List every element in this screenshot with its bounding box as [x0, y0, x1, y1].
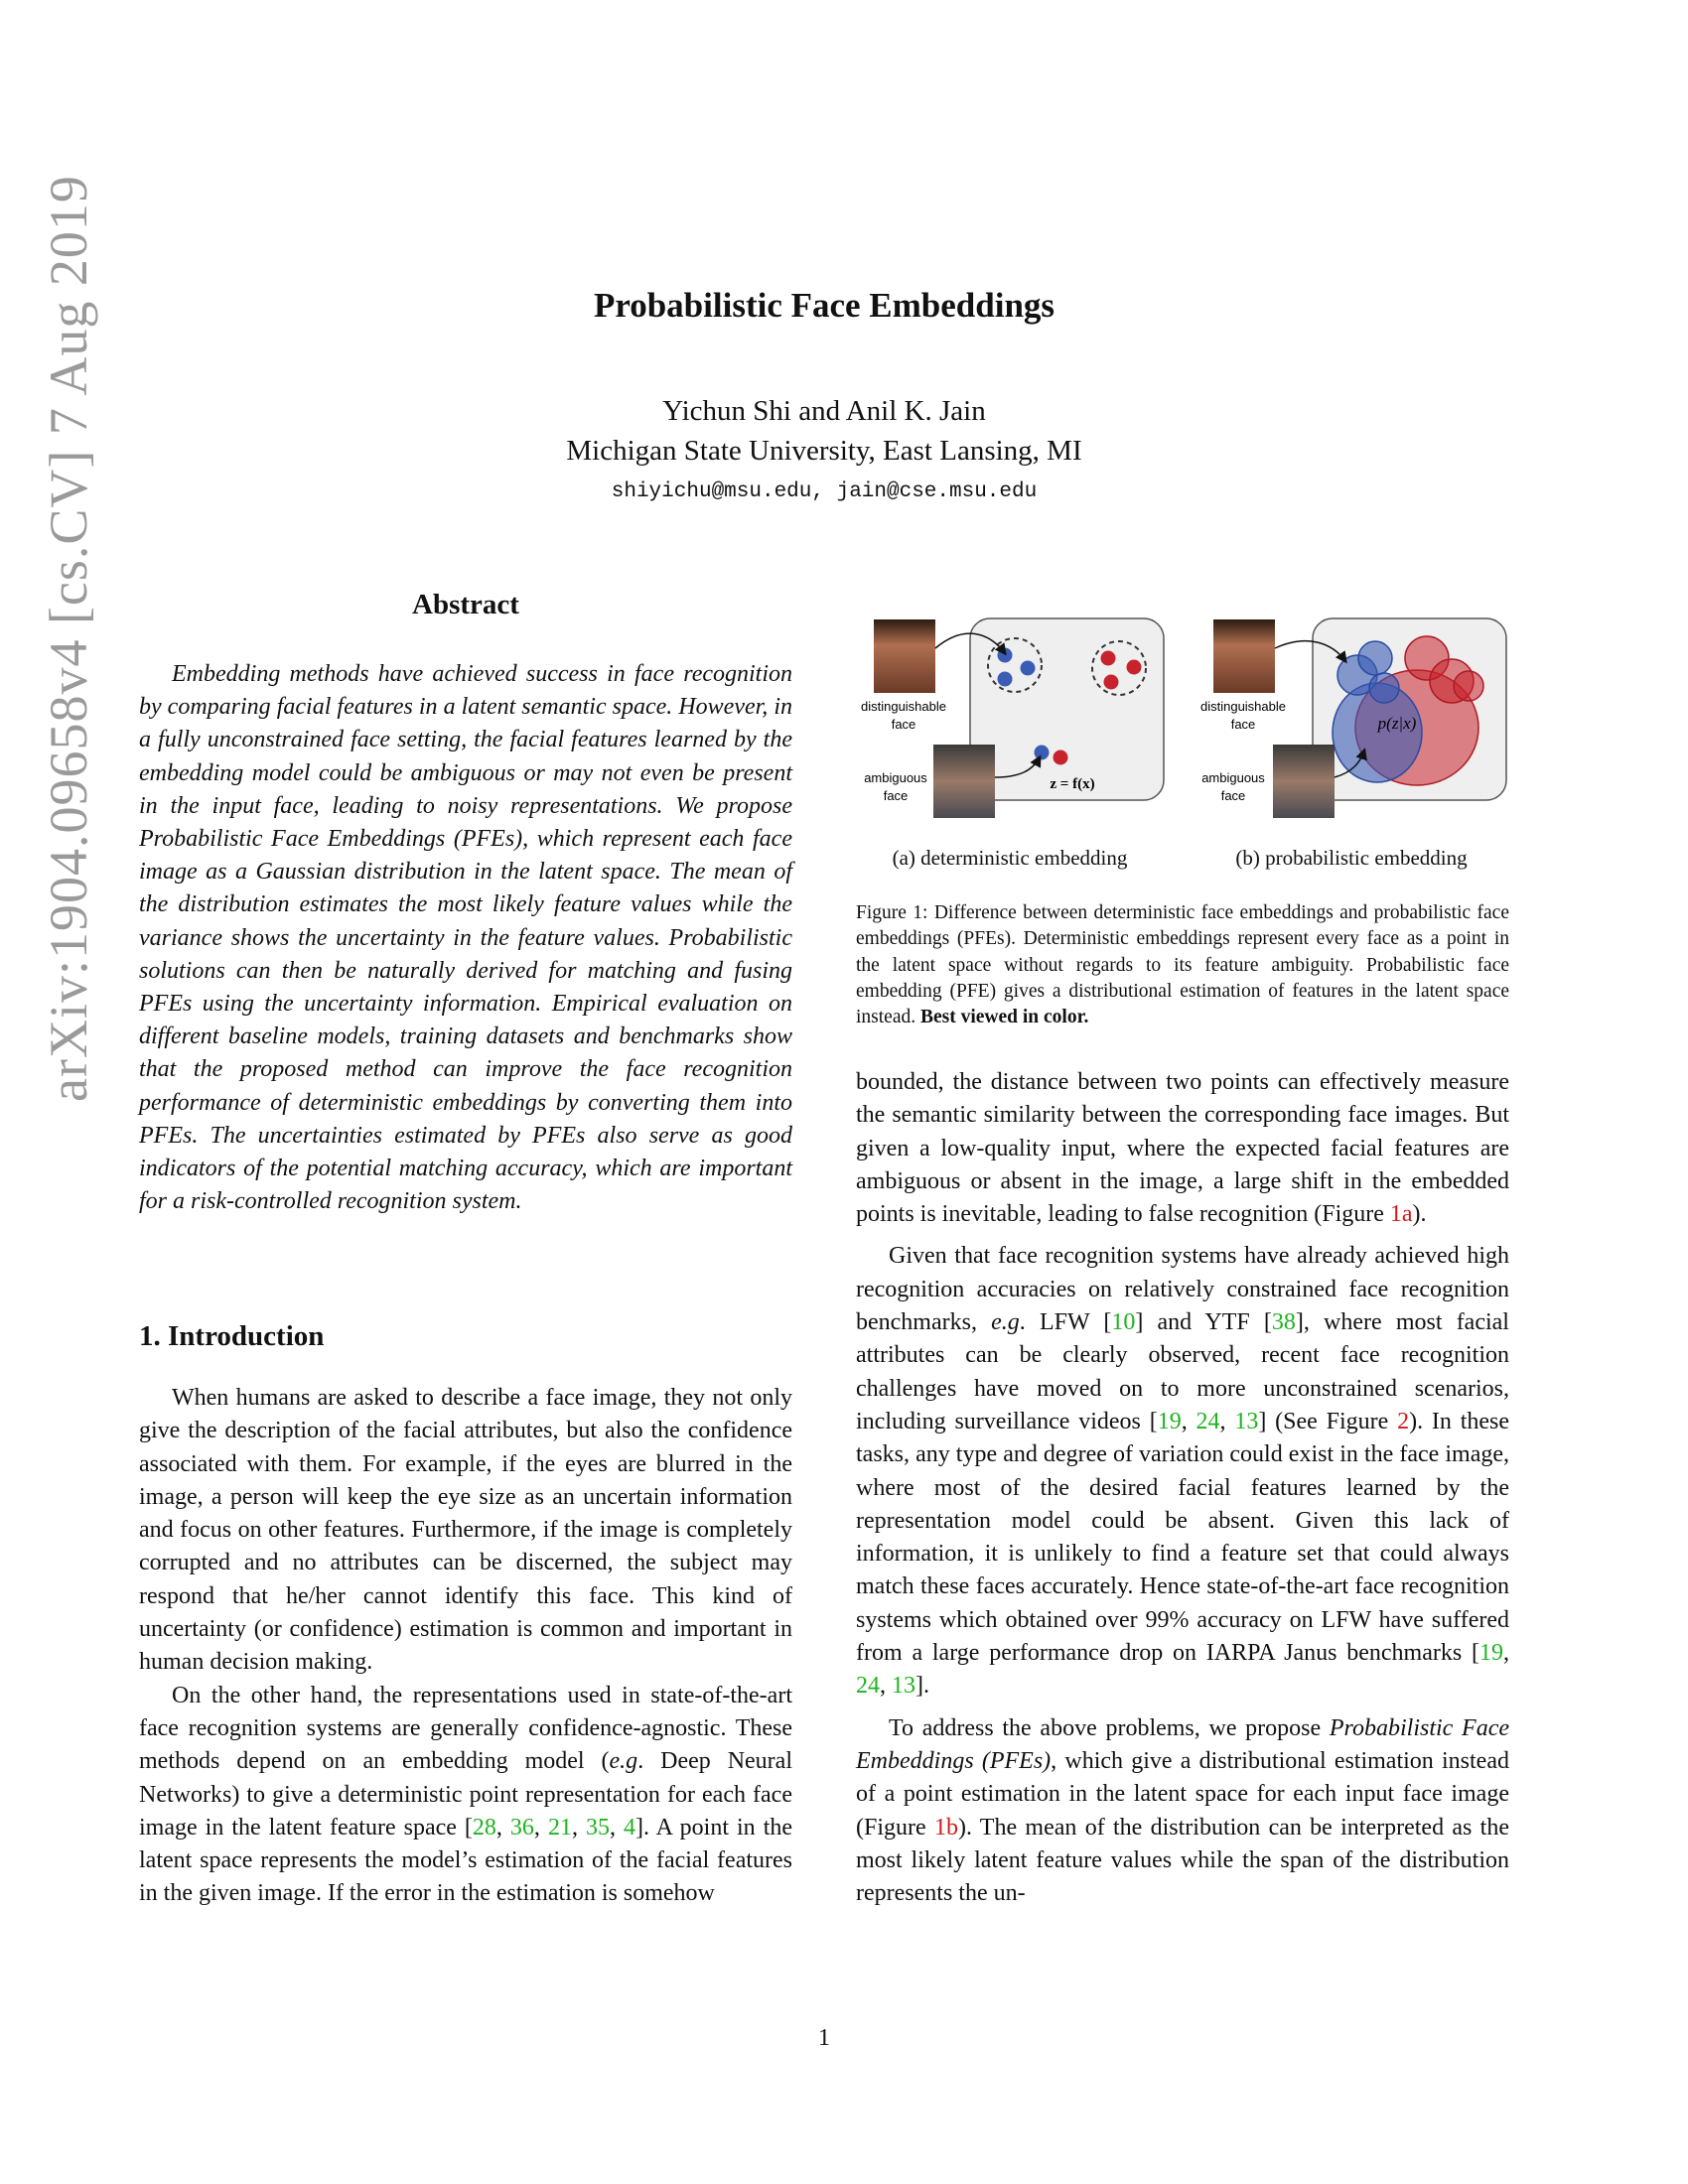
- citation-link[interactable]: 10: [1111, 1309, 1136, 1336]
- figure-1-illustration: [856, 614, 1509, 842]
- right-paragraph-2: Given that face recognition systems have already achieved high recognition accuracies on relatively constrained face recognition benchmarks, e.g. LFW [10] and YTF [38], where most facial attributes can be clearly observed, recent face recognition challenges have moved on to more unconstrained scenarios, including surveillance videos [19, 24, 13] (See Figure 2). In these tasks, any type and degree of variation could exist in the face image, where most of the desired facial features learned by the representation model could be absent. Given this lack of information, it is unlikely to find a feature set that could always match these faces accurately. Hence state-of-the-art face recognition systems which obtained over 99% accuracy on LFW have suffered from a large performance drop on IARPA Janus benchmarks [19, 24, 13].: [856, 1243, 1510, 1700]
- embedding-point-blue: [1021, 661, 1036, 676]
- figure-ref-link[interactable]: 1b: [933, 1814, 958, 1841]
- citation-link[interactable]: 4: [623, 1814, 635, 1841]
- label-distinguishable-b: distinguishable: [1199, 699, 1287, 714]
- figure-1: [856, 614, 1509, 872]
- embedding-point-blue: [998, 672, 1013, 687]
- embedding-point-red: [1101, 651, 1116, 666]
- citation-link[interactable]: 35: [585, 1814, 610, 1841]
- embedding-point-ambiguous: [1035, 746, 1050, 760]
- authors: Yichun Shi and Anil K. Jain: [662, 395, 986, 427]
- intro-paragraph-1: When humans are asked to describe a face image, they not only give the description of the facial attributes, but also the confidence associated with them. For example, if the eyes are blurred in the image, a person will keep the eye size as an uncertain information and focus on other features. Furthermore, if the image is completely corrupted and no attributes can be discerned, the subject may respond that he/her cannot identify this face. This kind of uncertainty (or confidence) estimation is common and important in human decision making.: [139, 1385, 792, 1676]
- embedding-point-ambiguous: [1054, 751, 1068, 765]
- introduction-left-column: [139, 1382, 792, 1911]
- figure-1-caption: Figure 1: Difference between deterministic face embeddings and probabilistic face embeddings (PFEs). Deterministic embeddings represent every face as a point in the latent space without regards to its feature ambiguity. Probabilistic face embedding (PFE) gives a distributional estimation of features in the latent space instead. Best viewed in color.: [856, 902, 1509, 1028]
- right-column-text: [856, 1066, 1509, 1910]
- right-paragraph-3: To address the above problems, we propose Probabilistic Face Embeddings (PFEs), which give a distributional estimation instead of a point estimation in the latent space for each input face image (Figure 1b). The mean of the distribution can be interpreted as the most likely latent feature values while the span of the distribution represents the un-: [856, 1714, 1510, 1907]
- formula-probabilistic: p(z|x): [1377, 714, 1417, 733]
- citation-link[interactable]: 19: [1157, 1408, 1182, 1434]
- label-ambiguous-b: ambiguous: [1201, 770, 1265, 785]
- abstract-text: Embedding methods have achieved success in face recognition by comparing facial features in a latent semantic space. However, in a fully unconstrained face setting, the facial features learned by the embedding model could be ambiguous or may not even be present in the input face, leading to noisy representations. We propose Probabilistic Face Embeddings (PFEs), which represent each face image as a Gaussian distribution in the latent space. The mean of the distribution estimates the most likely feature values while the variance shows the uncertainty in the feature values. Probabilistic solutions can then be naturally derived for matching and fusing PFEs using the uncertainty information. Empirical evaluation on different baseline models, training datasets and benchmarks show that the proposed method can improve the face recognition performance of deterministic embeddings by converting them into PFEs. The uncertainties estimated by PFEs also serve as good indicators of the potential matching accuracy, which are important for a risk-controlled recognition system.: [139, 661, 792, 1215]
- citation-link[interactable]: 13: [1234, 1408, 1259, 1434]
- label-face-b2: face: [1220, 788, 1246, 803]
- formula-deterministic: z = f(x): [1050, 776, 1095, 792]
- figure-ref-link[interactable]: 1a: [1389, 1201, 1413, 1228]
- citation-link[interactable]: 19: [1479, 1640, 1503, 1667]
- figure-ref-link[interactable]: 2: [1397, 1408, 1410, 1434]
- label-distinguishable-a: distinguishable: [860, 699, 947, 714]
- right-paragraph-1: bounded, the distance between two points can effectively measure the semantic similarity between the corresponding face images. But given a low-quality input, where the expected facial features are ambiguous or absent in the image, a large shift in the embedded points is inevitable, leading to false recognition (Figure 1a).: [856, 1069, 1509, 1228]
- embedding-point-blue: [998, 648, 1013, 663]
- label-face-b: face: [1230, 717, 1256, 732]
- page-number: 1: [818, 2025, 830, 2051]
- citation-link[interactable]: 24: [856, 1673, 880, 1700]
- label-face-a: face: [891, 717, 916, 732]
- arxiv-identifier-stamp: arXiv:1904.09658v4 [cs.CV] 7 Aug 2019: [39, 175, 98, 1102]
- distinguishable-face-image-b: [1213, 619, 1275, 693]
- citation-link[interactable]: 13: [892, 1673, 915, 1700]
- section-heading-introduction: 1. Introduction: [139, 1320, 325, 1352]
- embedding-point-red: [1104, 675, 1119, 690]
- subcaption-b: (b) probabilistic embedding: [1235, 846, 1468, 870]
- citation-link[interactable]: 21: [547, 1814, 572, 1841]
- paper-title: Probabilistic Face Embeddings: [593, 286, 1055, 325]
- distinguishable-face-image-a: [874, 619, 935, 693]
- embedding-point-red: [1127, 660, 1142, 675]
- label-ambiguous-a: ambiguous: [864, 770, 927, 785]
- label-face-a2: face: [883, 788, 909, 803]
- subcaption-a: (a) deterministic embedding: [892, 846, 1128, 870]
- ambiguous-face-image-b: [1273, 745, 1335, 818]
- citation-link[interactable]: 38: [1271, 1309, 1296, 1336]
- citation-link[interactable]: 36: [509, 1814, 534, 1841]
- intro-paragraph-2: On the other hand, the representations used in state-of-the-art face recognition systems are generally confidence-agnostic. These methods depend on an embedding model (e.g. Deep Neural Networks) to give a deterministic point representation for each face image in the latent feature space [28, 36, 21, 35, 4]. A point in the latent space represents the model’s estimation of the facial features in the given image. If the error in the estimation is somehow: [139, 1682, 793, 1907]
- citation-link[interactable]: 24: [1196, 1408, 1220, 1434]
- ambiguous-face-image-a: [933, 745, 995, 818]
- author-emails: shiyichu@msu.edu, jain@cse.msu.edu: [611, 480, 1038, 503]
- citation-link[interactable]: 28: [472, 1814, 496, 1841]
- abstract-heading: Abstract: [412, 589, 519, 620]
- affiliation: Michigan State University, East Lansing, MI: [566, 435, 1082, 467]
